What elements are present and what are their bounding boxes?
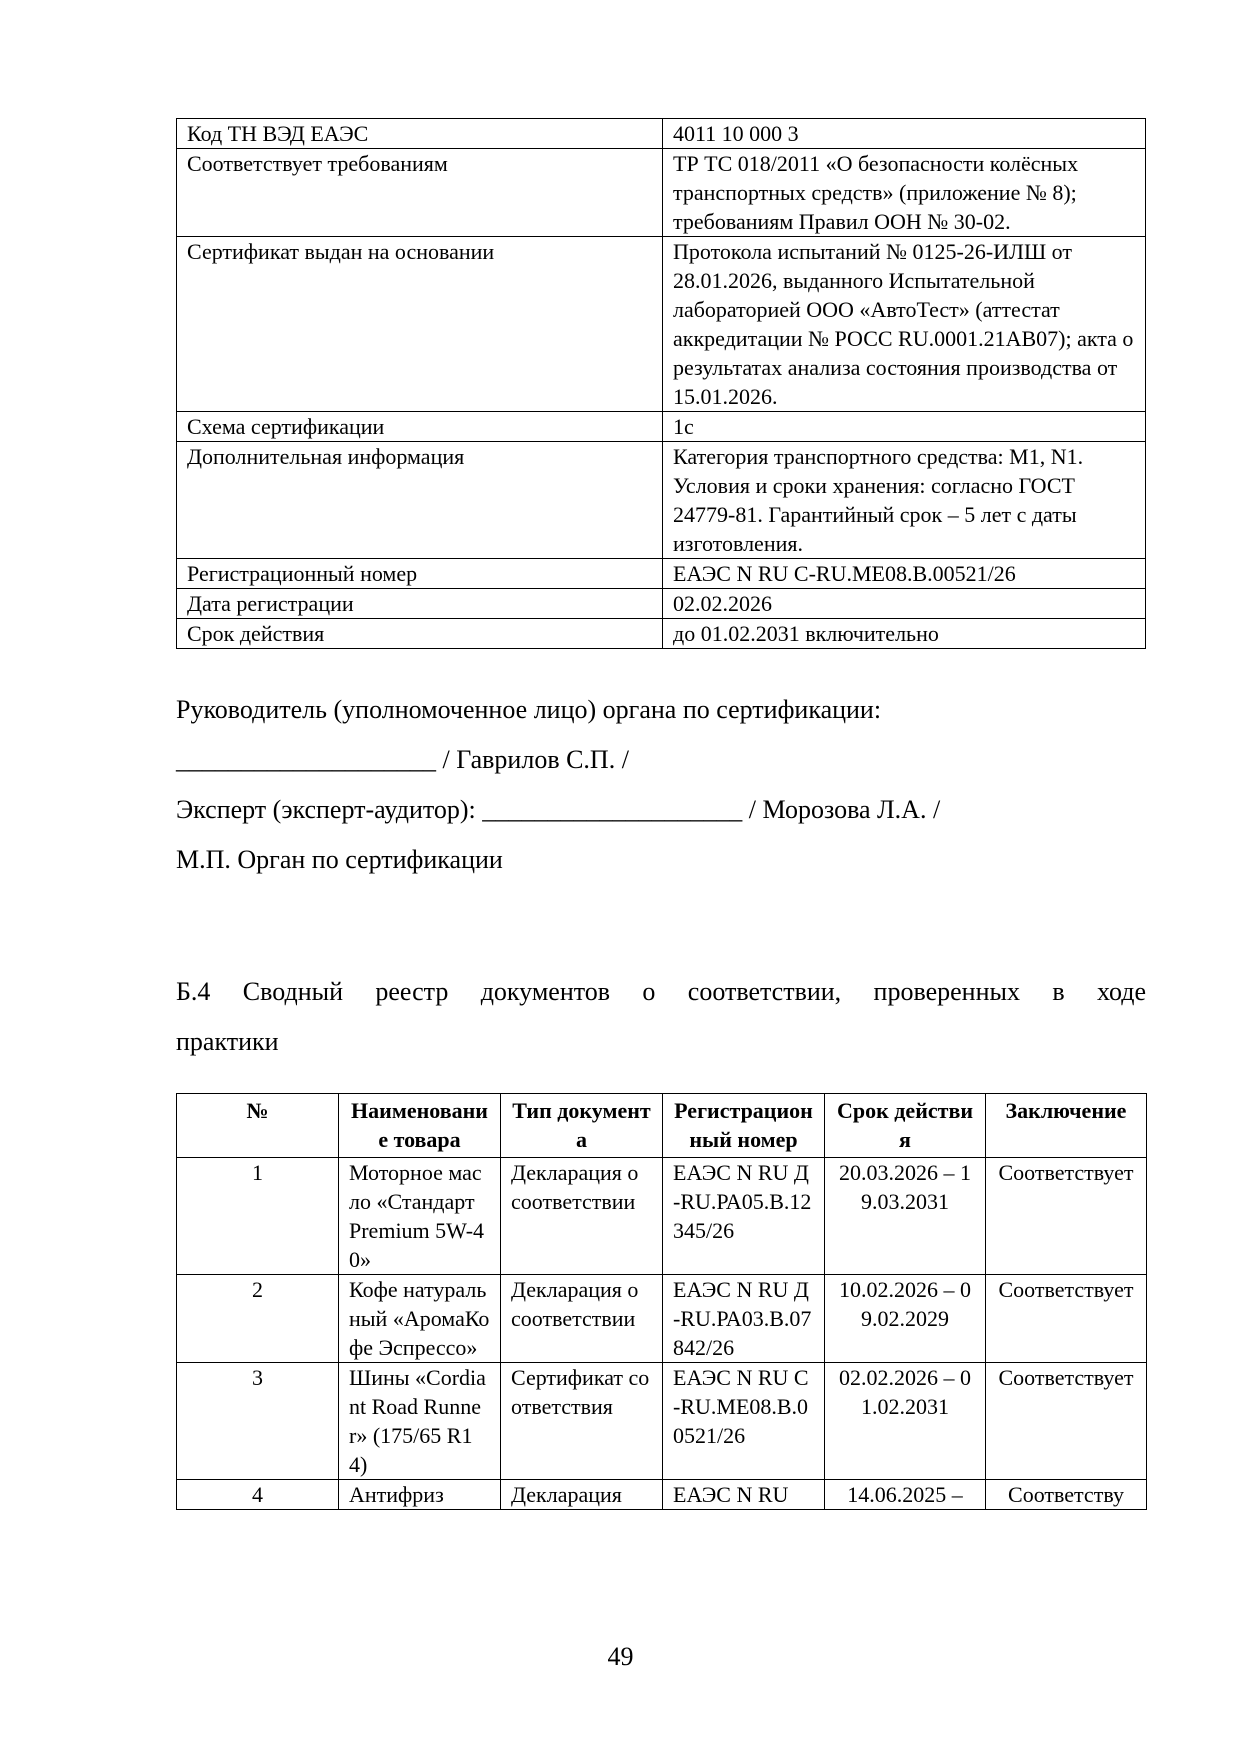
head-signature-line: ____________________ / Гаврилов С.П. / [176, 745, 629, 774]
cell-number: 1 [177, 1158, 339, 1275]
certificate-details-table [176, 118, 1146, 649]
table-row [177, 1363, 1147, 1480]
column-header: Заключение [986, 1094, 1147, 1158]
cell-validity-period: 10.02.2026 – 09.02.2029 [825, 1275, 986, 1363]
column-header: Срок действия [825, 1094, 986, 1158]
table-row [177, 1275, 1147, 1363]
cell-product-name: Антифриз [339, 1480, 501, 1510]
section-heading-line: Б.4 Сводный реестр документов о соответствии, проверенных в ходе [176, 977, 1146, 1006]
head-signature-label: Руководитель (уполномоченное лицо) органа по сертификации: [176, 695, 882, 724]
cell-validity-period: 20.03.2026 – 19.03.2031 [825, 1158, 986, 1275]
cell-document-type: Декларация о соответствии [501, 1158, 663, 1275]
cell-number: 2 [177, 1275, 339, 1363]
column-header: № [177, 1094, 339, 1158]
row-value: Категория транспортного средства: М1, N1. Условия и сроки хранения: согласно ГОСТ 24779-81. Гарантийный срок – 5 лет с даты изготовления. [663, 442, 1146, 559]
table-row [177, 559, 1146, 589]
row-value: ТР ТС 018/2011 «О безопасности колёсных транспортных средств» (приложение № 8); требованиям Правил ООН № 30-02. [663, 149, 1146, 237]
cell-registration-number: ЕАЭС N RU [663, 1480, 825, 1510]
cell-conclusion: Соответствует [986, 1363, 1147, 1480]
row-label: Соответствует требованиям [177, 149, 663, 237]
documents-registry-table [176, 1093, 1147, 1510]
row-value: 02.02.2026 [663, 589, 1146, 619]
row-label: Срок действия [177, 619, 663, 649]
section-heading [176, 967, 1146, 1067]
cell-registration-number: ЕАЭС N RU С-RU.МЕ08.В.00521/26 [663, 1363, 825, 1480]
cell-conclusion: Соответству [986, 1480, 1147, 1510]
table-row [177, 619, 1146, 649]
table-row [177, 237, 1146, 412]
expert-signature-line: Эксперт (эксперт-аудитор): ____________________ / Морозова Л.А. / [176, 795, 941, 824]
cell-conclusion: Соответствует [986, 1158, 1147, 1275]
table-row [177, 1480, 1147, 1510]
cell-registration-number: ЕАЭС N RU Д-RU.РА05.В.12345/26 [663, 1158, 825, 1275]
cell-number: 3 [177, 1363, 339, 1480]
cell-document-type: Сертификат соответствия [501, 1363, 663, 1480]
column-header: Наименование товара [339, 1094, 501, 1158]
cell-validity-period: 02.02.2026 – 01.02.2031 [825, 1363, 986, 1480]
table-row [177, 412, 1146, 442]
table-row [177, 442, 1146, 559]
row-label: Код ТН ВЭД ЕАЭС [177, 119, 663, 149]
cell-document-type: Декларация о соответствии [501, 1275, 663, 1363]
table-row [177, 589, 1146, 619]
row-label: Сертификат выдан на основании [177, 237, 663, 412]
cell-validity-period: 14.06.2025 – [825, 1480, 986, 1510]
table-row [177, 149, 1146, 237]
section-heading-line: практики [176, 1027, 279, 1056]
row-value: ЕАЭС N RU С-RU.МЕ08.В.00521/26 [663, 559, 1146, 589]
stamp-place: М.П. Орган по сертификации [176, 845, 503, 874]
row-value: 1с [663, 412, 1146, 442]
cell-product-name: Моторное масло «Стандарт Premium 5W-40» [339, 1158, 501, 1275]
row-label: Дополнительная информация [177, 442, 663, 559]
column-header: Тип документа [501, 1094, 663, 1158]
page-number: 49 [607, 1642, 634, 1671]
table-row [177, 119, 1146, 149]
row-label: Схема сертификации [177, 412, 663, 442]
row-value: Протокола испытаний № 0125-26-ИЛШ от 28.01.2026, выданного Испытательной лабораторией ООО «АвтоТест» (аттестат аккредитации № РОСС RU.0001.21АВ07); акта о результатах анализа состояния производства от 15.01.2026. [663, 237, 1146, 412]
cell-number: 4 [177, 1480, 339, 1510]
row-label: Дата регистрации [177, 589, 663, 619]
row-value: до 01.02.2031 включительно [663, 619, 1146, 649]
row-value: 4011 10 000 3 [663, 119, 1146, 149]
table-row [177, 1158, 1147, 1275]
table-header-row [177, 1094, 1147, 1158]
column-header: Регистрационный номер [663, 1094, 825, 1158]
cell-document-type: Декларация [501, 1480, 663, 1510]
cell-registration-number: ЕАЭС N RU Д-RU.РА03.В.07842/26 [663, 1275, 825, 1363]
cell-conclusion: Соответствует [986, 1275, 1147, 1363]
cell-product-name: Шины «Cordiant Road Runner» (175/65 R14) [339, 1363, 501, 1480]
cell-product-name: Кофе натуральный «АромаКофе Эспрессо» [339, 1275, 501, 1363]
row-label: Регистрационный номер [177, 559, 663, 589]
